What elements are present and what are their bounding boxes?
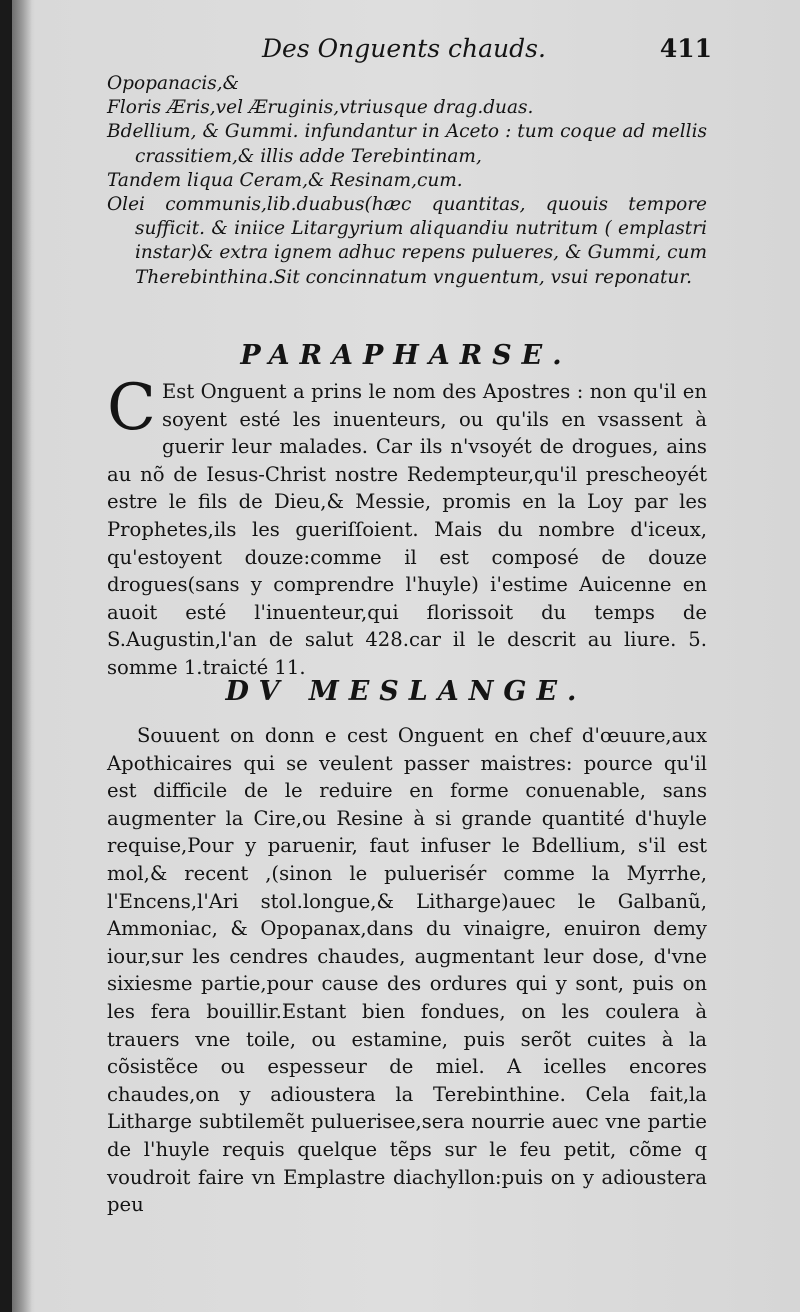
book-page [12,0,800,1312]
recipe-list [107,72,707,290]
running-header [262,34,712,74]
running-title: Des Onguents chauds. [262,34,546,63]
meslange-paragraph: Souuent on donn e cest Onguent en chef d'œuure,aux Apothicaires qui se veulent passer maistres: pource qu'il est difficile de le reduire en forme conuenable, sans augmenter la Cire,ou Resine à si grande quantité d'huyle requise,Pour y paruenir, faut infuser le Bdellium, s'il est mol,& recent ,(sinon le puluerisér comme la Myrrhe, l'Encens,l'Ari stol.longue,& Litharge)auec le Galbanũ, Ammoniac, & Opopanax,dans du vinaigre, enuiron demy iour,sur les cendres chaudes, augmentant leur dose, d'vne sixiesme partie,pour cause des ordures qui y sont, puis on les fera bouillir.Estant bien fondues, on les coulera à trauers vne toile, ou estamine, puis serõt cuites à la cõsistẽce ou espesseur de miel. A icelles encores chaudes,on y adioustera la Terebinthine. Cela fait,la Litharge subtilemẽt puluerisee,sera nourrie auec vne partie de l'huyle requis quelque tẽps sur le feu petit, cõme q voudroit faire vn Emplastre diachyllon:puis on y adioustera peu [107,724,707,1217]
recipe-line: Bdellium, & Gummi. infundantur in Aceto : tum coque ad mellis crassitiem,& illis adde Terebintinam, [107,121,707,167]
recipe-line: Olei communis,lib.duabus(hæc quantitas, quouis tempore sufficit. & iniice Litargyrium aliquandiu nutritum ( emplastri instar)& extra ignem adhuc repens pulueres, & Gummi, cum Therebinthina.Sit concinnatum vnguentum, vsui reponatur. [107,194,707,288]
drop-cap: C [107,371,156,445]
page-number: 411 [659,34,712,63]
gutter-shadow [12,0,32,1312]
paraphrase-paragraph [107,371,707,682]
recipe-line: Tandem liqua Ceram,& Resinam,cum. [107,169,463,191]
recipe-line: Opopanacis,& [107,73,240,94]
section-title-meslange: DV MESLANGE. [225,676,587,707]
recipe-line: Floris Æris,vel Æruginis,vtriusque drag.duas. [107,97,534,119]
paraphrase-text: Est Onguent a prins le nom des Apostres : non qu'il en soyent esté les inuenteurs, ou qu'ils en vsassent à guerir leur malades. Car ils n'vsoyét de drogues, ains au nõ de Iesus-Christ nostre Redempteur,qu'il prescheoyét estre le fils de Dieu,& Messie, promis en la Loy par les Prophetes,ils les gueriſſoient. Mais du nombre d'iceux, qu'estoyent douze:comme il est composé de douze drogues(sans y comprendre l'huyle) i'estime Auicenne en auoit esté l'inuenteur,qui florissoit du temps de S.Augustin,l'an de salut 428.car il le descrit au liure. 5. somme 1.traicté 11. [107,380,707,679]
section-title-paraphrase: PARAPHARSE. [240,340,572,371]
